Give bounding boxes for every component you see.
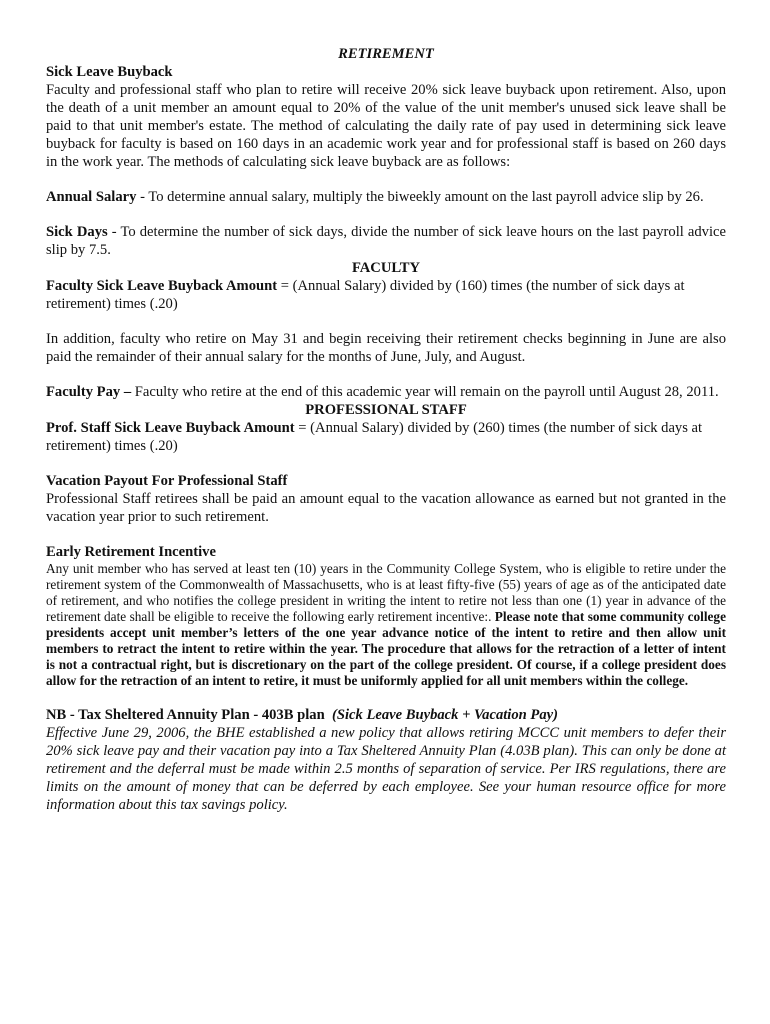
sick-days-text: - To determine the number of sick days, divide the number of sick leave hours on the last payroll advice slip by 7.5.: [46, 224, 726, 258]
faculty-pay-text: Faculty who retire at the end of this academic year will remain on the payroll until August 28, 2011.: [131, 384, 719, 400]
faculty-addition-paragraph: In addition, faculty who retire on May 31 and begin receiving their retirement checks beginning in June are also paid the remainder of their annual salary for the months of June, July, and August.: [46, 331, 726, 365]
document-content: [46, 45, 726, 814]
early-retirement-note: Please note that some community college presidents accept unit member’s letters of the one year advance notice of the intent to retire and then allow unit members to retract the intent to retire within the year. The procedure that allows for the retraction of a letter of intent is not a contractual right, but is discretionary on the part of the college president. Of course, if a college president does allow for the retraction of an intent to retire, it must be uniformly applied for all unit members within the college.: [46, 609, 726, 688]
annual-salary-text: - To determine annual salary, multiply the biweekly amount on the last payroll advice slip by 26.: [136, 189, 704, 205]
early-retirement-paragraph: [46, 561, 726, 689]
faculty-pay-paragraph: [46, 383, 726, 401]
faculty-buyback-paragraph: [46, 277, 726, 313]
faculty-buyback-text: = (Annual Salary) divided by (160) times (the number of sick days at retirement) times (.20): [46, 278, 685, 312]
early-retirement-body: Any unit member who has served at least ten (10) years in the Community College System, who is eligible to retire under the retirement system of the Commonwealth of Massachusetts, who is at least fifty-five (55) years of age as of the anticipated date of retirement, and who notifies the college president in writing the intent to retire not less than one (1) year in advance of the retirement date shall be eligible to receive the following early retirement incentive:.: [46, 561, 726, 624]
sick-leave-body: Faculty and professional staff who plan to retire will receive 20% sick leave buyback upon retirement. Also, upon the death of a unit member an amount equal to 20% of the value of the unit member's unused sick leave shall be paid to that unit member's estate. The method of calculating the daily rate of pay used in determining sick leave buyback for faculty is based on 160 days in an academic work year and for professional staff is based on 260 days in the work year. The methods of calculating sick leave buyback are as follows:: [46, 82, 726, 170]
nb-heading-italic: (Sick Leave Buyback + Vacation Pay): [332, 707, 558, 723]
page-title: RETIREMENT: [338, 46, 434, 62]
sick-leave-heading: Sick Leave Buyback: [46, 64, 173, 80]
sick-days-paragraph: [46, 223, 726, 259]
nb-body: Effective June 29, 2006, the BHE established a new policy that allows retiring MCCC unit members to defer their 20% sick leave pay and their vacation pay into a Tax Sheltered Annuity Plan (4.03B plan). This can only be done at retirement and the deferral must be made within 2.5 months of separation of service. Per IRS regulations, there are limits on the amount of money that can be deferred by each employee. See your human resource office for more information about this tax savings policy.: [46, 725, 726, 813]
early-retirement-heading: Early Retirement Incentive: [46, 544, 216, 560]
prof-buyback-label: Prof. Staff Sick Leave Buyback Amount: [46, 420, 295, 436]
sick-days-label: Sick Days: [46, 224, 108, 240]
faculty-buyback-label: Faculty Sick Leave Buyback Amount: [46, 278, 278, 294]
annual-salary-label: Annual Salary: [46, 189, 137, 205]
prof-buyback-paragraph: [46, 419, 726, 455]
vacation-heading: Vacation Payout For Professional Staff: [46, 473, 288, 489]
faculty-pay-label: Faculty Pay –: [46, 384, 132, 400]
faculty-heading: FACULTY: [351, 260, 421, 276]
prof-buyback-text: = (Annual Salary) divided by (260) times (the number of sick days at retirement) times (.20): [46, 420, 703, 454]
annual-salary-paragraph: [46, 188, 726, 206]
nb-heading-line: [46, 706, 726, 724]
vacation-body: Professional Staff retirees shall be paid an amount equal to the vacation allowance as earned but not granted in the vacation year prior to such retirement.: [46, 491, 726, 525]
nb-heading: NB - Tax Sheltered Annuity Plan - 403B plan: [46, 707, 325, 723]
professional-staff-heading: PROFESSIONAL STAFF: [305, 402, 467, 418]
